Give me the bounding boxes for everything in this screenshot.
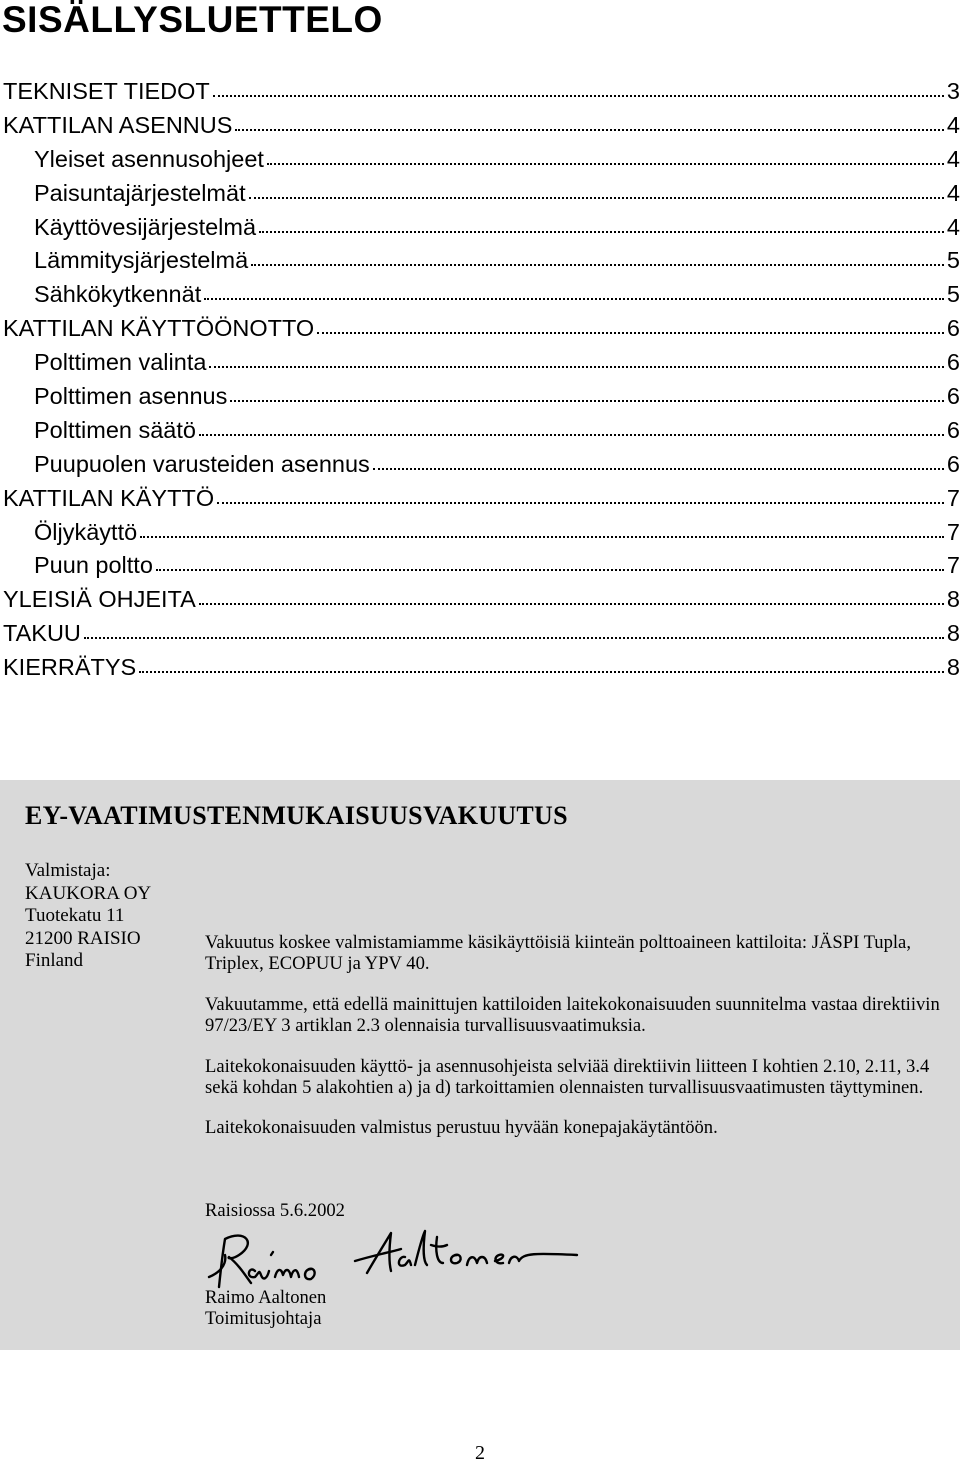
- toc-entry-page: 7: [946, 484, 960, 511]
- toc-dot-leader: [249, 195, 944, 199]
- toc-entry-title: TAKUU: [3, 620, 81, 647]
- manufacturer-block: [25, 860, 151, 973]
- toc-entry-title: YLEISIÄ OHJEITA: [3, 586, 196, 613]
- toc-dot-leader: [230, 398, 944, 402]
- manufacturer-street: Tuotekatu 11: [25, 905, 125, 926]
- toc-entry-page: 3: [946, 78, 960, 104]
- toc-entry[interactable]: [0, 651, 960, 685]
- toc-entry[interactable]: [0, 109, 960, 143]
- toc-entry-title: TEKNISET TIEDOT: [3, 78, 210, 104]
- toc-entry[interactable]: [0, 75, 960, 109]
- toc-entry[interactable]: [0, 516, 960, 550]
- toc-entry-page: 5: [946, 281, 960, 308]
- toc-entry-page: 4: [946, 213, 960, 240]
- toc-entry-title: KATTILAN KÄYTTÖÖNOTTO: [3, 315, 315, 342]
- toc-entry-title: KATTILAN KÄYTTÖ: [3, 484, 215, 511]
- toc-dot-leader: [267, 161, 944, 165]
- toc-entry-page: 6: [946, 450, 960, 477]
- toc-entry-title: KIERRÄTYS: [3, 654, 137, 681]
- manufacturer-city: 21200 RAISIO: [25, 927, 141, 949]
- toc-dot-leader: [204, 296, 944, 300]
- declaration-paragraph: Laitekokonaisuuden valmistus perustuu hyvään konepajakäytäntöön.: [205, 1117, 718, 1139]
- toc-dot-leader: [140, 534, 944, 538]
- toc-dot-leader: [317, 330, 944, 334]
- toc-entry[interactable]: [0, 177, 960, 211]
- toc-entry-title: Puun poltto: [34, 552, 153, 579]
- declaration-title: EY-VAATIMUSTENMUKAISUUSVAKUUTUS: [25, 801, 568, 830]
- toc-entry[interactable]: [0, 482, 960, 516]
- toc-entry-page: 7: [946, 518, 960, 545]
- toc-entry[interactable]: [0, 143, 960, 177]
- toc-entry[interactable]: [0, 414, 960, 448]
- page-number: 2: [475, 1442, 485, 1464]
- declaration-box: [0, 780, 960, 1350]
- toc-entry-page: 6: [946, 383, 960, 410]
- toc-dot-leader: [199, 601, 944, 605]
- toc-dot-leader: [259, 229, 944, 233]
- toc-entry[interactable]: [0, 244, 960, 278]
- toc-entry-title: Polttimen valinta: [34, 349, 207, 376]
- toc-entry-title: Käyttövesijärjestelmä: [34, 213, 257, 240]
- toc-entry-page: 6: [946, 416, 960, 443]
- place-date: Raisiossa 5.6.2002: [205, 1200, 345, 1221]
- manufacturer-company: KAUKORA OY: [25, 882, 152, 904]
- toc-entry-title: Puupuolen varusteiden asennus: [34, 450, 370, 477]
- toc-dot-leader: [251, 262, 944, 266]
- toc-entry-title: Öljykäyttö: [34, 518, 138, 545]
- toc-entry-page: 7: [946, 552, 960, 579]
- declaration-paragraph: Vakuutamme, että edellä mainittujen kattiloiden laitekokonaisuuden suunnitelma vastaa direktiivin 97/23/EY 3 artiklan 2.3 olennaisia turvallisuusvaatimuksia.: [205, 993, 940, 1037]
- toc-entry[interactable]: [0, 380, 960, 414]
- toc-dot-leader: [373, 466, 944, 470]
- table-of-contents: [0, 75, 960, 685]
- toc-entry-page: 4: [946, 179, 960, 206]
- toc-entry[interactable]: [0, 211, 960, 245]
- toc-entry-title: Lämmitysjärjestelmä: [34, 247, 249, 274]
- toc-entry-page: 8: [946, 654, 960, 681]
- toc-entry-title: Paisuntajärjestelmät: [34, 179, 246, 206]
- toc-heading: SISÄLLYSLUETTELO: [2, 0, 383, 40]
- toc-entry-page: 6: [946, 315, 960, 342]
- toc-dot-leader: [199, 432, 944, 436]
- manufacturer-label: Valmistaja:: [25, 860, 111, 881]
- toc-entry-page: 8: [946, 620, 960, 647]
- declaration-paragraph: Laitekokonaisuuden käyttö- ja asennusohjeista selviää direktiivin liitteen I kohtien 2.10, 2.11, 3.4 sekä kohdan 5 alakohtien a) ja d) tarkoittamien olennaisten turvallisuusvaatimusten täyttyminen.: [205, 1055, 930, 1099]
- toc-dot-leader: [209, 364, 944, 368]
- manufacturer-country: Finland: [25, 950, 84, 971]
- toc-dot-leader: [217, 500, 944, 504]
- signer-title: Toimitusjohtaja: [205, 1308, 322, 1330]
- toc-entry-title: KATTILAN ASENNUS: [3, 111, 233, 138]
- toc-entry[interactable]: [0, 549, 960, 583]
- toc-entry[interactable]: [0, 312, 960, 346]
- toc-dot-leader: [156, 567, 944, 571]
- toc-entry[interactable]: [0, 448, 960, 482]
- signer-name: Raimo Aaltonen: [205, 1287, 327, 1308]
- toc-entry-page: 5: [946, 247, 960, 274]
- toc-entry-title: Polttimen säätö: [34, 416, 196, 443]
- toc-entry[interactable]: [0, 617, 960, 651]
- toc-entry-title: Polttimen asennus: [34, 383, 228, 410]
- toc-entry-page: 6: [946, 349, 960, 376]
- toc-entry-title: Sähkökytkennät: [34, 281, 202, 308]
- toc-dot-leader: [235, 127, 944, 131]
- toc-entry-page: 4: [946, 145, 960, 172]
- declaration-body: [205, 932, 945, 1158]
- toc-dot-leader: [213, 93, 944, 97]
- signer-block: [205, 1287, 326, 1330]
- toc-entry[interactable]: [0, 583, 960, 617]
- toc-entry-title: Yleiset asennusohjeet: [34, 145, 264, 172]
- declaration-paragraph: Vakuutus koskee valmistamiamme käsikäyttöisiä kiinteän polttoaineen kattiloita: JÄSPI Tupla, Triplex, ECOPUU ja YPV 40.: [205, 932, 911, 975]
- toc-dot-leader: [139, 669, 944, 673]
- toc-entry[interactable]: [0, 278, 960, 312]
- toc-entry-page: 8: [946, 586, 960, 613]
- toc-entry[interactable]: [0, 346, 960, 380]
- toc-entry-page: 4: [946, 111, 960, 138]
- toc-dot-leader: [84, 635, 944, 639]
